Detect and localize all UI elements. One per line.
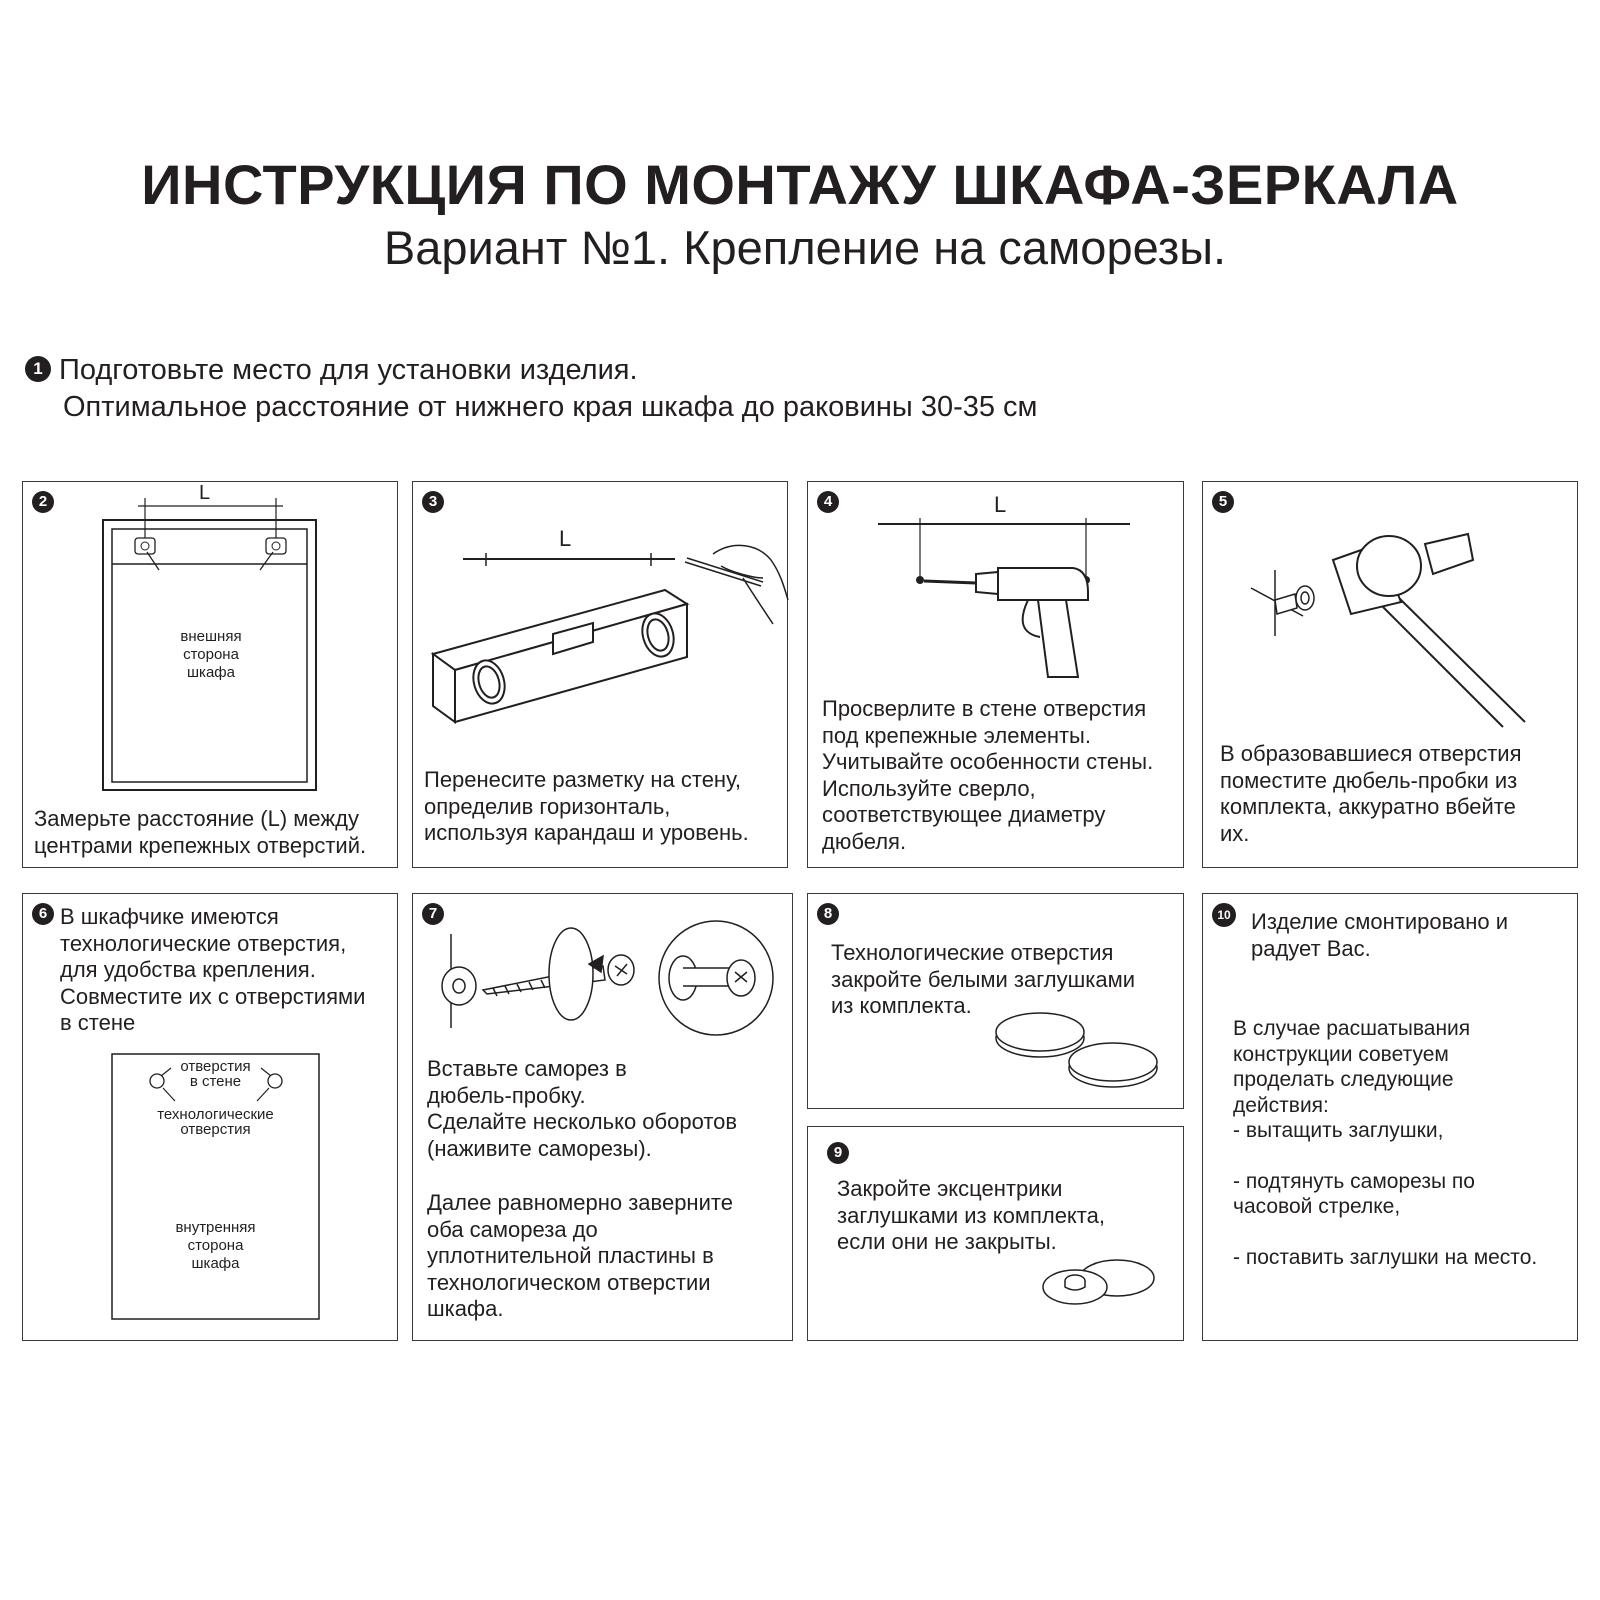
step-6-badge: 6: [32, 903, 54, 925]
text-line: часовой стрелке,: [1233, 1195, 1401, 1218]
text-line: определив горизонталь,: [424, 793, 671, 819]
washer-icon: [442, 934, 476, 1028]
step-10-panel: [1202, 893, 1578, 1341]
step-5-text: [1220, 741, 1522, 847]
text-line: Замерьте расстояние (L) между: [34, 806, 359, 831]
label-line: шкафа: [191, 1255, 240, 1272]
step-2-badge: 2: [32, 491, 54, 513]
step-9-text: [837, 1176, 1105, 1256]
text-line: Совместите их с отверстиями: [60, 983, 366, 1009]
drill-icon: [924, 568, 1088, 677]
text-line: используя карандаш и уровень.: [424, 820, 749, 845]
step-8-badge: 8: [817, 903, 839, 925]
text-line: шкафа.: [427, 1296, 504, 1321]
label-line: сторона: [183, 646, 239, 663]
text-line: дюбель-пробку.: [427, 1082, 586, 1108]
inner-side-label: [153, 1219, 278, 1273]
step-6-text: [60, 904, 365, 1037]
hand-pencil-icon: [685, 545, 788, 624]
step-3-text: [424, 767, 749, 847]
step-1-line2: Оптимальное расстояние от нижнего края шкафа до раковины 30-35 см: [63, 391, 1038, 423]
text-line: под крепежные элементы.: [822, 722, 1091, 748]
spirit-level-icon: [433, 590, 687, 722]
text-line: В случае расшатывания: [1233, 1017, 1471, 1040]
text-line: заглушками из комплекта,: [837, 1202, 1105, 1228]
text-line: В образовавшиеся отверстия: [1220, 741, 1522, 766]
text-line: технологическом отверстии: [427, 1269, 711, 1295]
text-line: центрами крепежных отверстий.: [34, 832, 367, 858]
text-line: - поставить заглушки на место.: [1233, 1245, 1538, 1269]
text-line: [1233, 1144, 1537, 1169]
text-line: Просверлите в стене отверстия: [822, 696, 1147, 721]
page-title: ИНСТРУКЦИЯ ПО МОНТАЖУ ШКАФА-ЗЕРКАЛА: [141, 153, 1459, 216]
step-6-panel: [22, 893, 398, 1341]
text-line: комплекта, аккуратно вбейте: [1220, 794, 1516, 819]
step-7-text: [427, 1056, 737, 1323]
mount-hole-right-icon: [260, 538, 286, 570]
step-2-panel: [22, 481, 398, 868]
screw-icon: [483, 928, 634, 1020]
text-line: Используйте сверло,: [822, 775, 1036, 801]
eccentric-cap-icon: [1043, 1260, 1154, 1304]
text-line: из комплекта.: [831, 993, 972, 1018]
step-7-badge: 7: [422, 903, 444, 925]
step-1-badge: 1: [25, 356, 51, 382]
text-line: технологические отверстия,: [60, 930, 347, 956]
text-line: Технологические отверстия: [831, 940, 1114, 965]
step-1: [25, 352, 1038, 426]
step-4-text: [822, 696, 1153, 855]
label-line: технологические: [157, 1106, 274, 1123]
step-8-text: [831, 940, 1135, 1020]
text-line: для удобства крепления.: [60, 957, 316, 982]
mounted-screw-icon: [659, 921, 773, 1035]
outer-side-label: [151, 628, 271, 682]
text-line: Перенесите разметку на стену,: [424, 767, 741, 792]
text-line: - вытащить заглушки,: [1233, 1119, 1444, 1142]
text-line: проделать следующие: [1233, 1068, 1454, 1091]
dowel-icon: [1251, 570, 1314, 636]
text-line: уплотнительной пластины в: [427, 1243, 714, 1268]
step-3-badge: 3: [422, 491, 444, 513]
mount-hole-left-icon: [135, 538, 159, 570]
text-line: В шкафчике имеются: [60, 904, 279, 929]
text-line: Изделие смонтировано и: [1251, 909, 1509, 934]
text-line: оба самореза до: [427, 1216, 598, 1242]
step-4-badge: 4: [817, 491, 839, 513]
step-2-text: [34, 806, 366, 859]
step-10-text-bottom: [1233, 1016, 1537, 1270]
text-line: Учитывайте особенности стены.: [822, 749, 1154, 774]
label-line: шкафа: [187, 664, 235, 681]
label-line: в стене: [189, 1073, 242, 1090]
text-line: Сделайте несколько оборотов: [427, 1109, 738, 1134]
tech-holes-label: [133, 1107, 298, 1137]
step-10-badge: 10: [1212, 903, 1236, 927]
text-line: радует Вас.: [1251, 935, 1371, 961]
step-10-text-top: [1251, 909, 1508, 962]
step-7-panel: [412, 893, 793, 1341]
dimension-label: L: [559, 526, 572, 551]
step-3-panel: [412, 481, 788, 868]
hammer-icon: [1333, 534, 1525, 727]
text-line: если они не закрыты.: [837, 1229, 1057, 1254]
text-line: [427, 1162, 737, 1190]
dimension-label: L: [199, 482, 211, 504]
text-line: закройте белыми заглушками: [831, 966, 1136, 992]
step-8-panel: [807, 893, 1184, 1109]
step-1-line1: Подготовьте место для установки изделия.: [59, 354, 638, 386]
wall-hole-right-icon: [268, 1074, 282, 1088]
text-line: Далее равномерно заверните: [427, 1190, 733, 1215]
step-9-panel: [807, 1126, 1184, 1341]
step-4-panel: [807, 481, 1184, 868]
text-line: действия:: [1233, 1093, 1329, 1117]
step-9-badge: 9: [827, 1142, 849, 1164]
label-line: отверстия: [180, 1121, 251, 1138]
text-line: - подтянуть саморезы по: [1233, 1169, 1475, 1193]
step-5-badge: 5: [1212, 491, 1234, 513]
page-subtitle: Вариант №1. Крепление на саморезы.: [383, 221, 1227, 274]
text-line: [1233, 1220, 1537, 1245]
label-line: внешняя: [180, 628, 242, 645]
text-line: конструкции советуем: [1233, 1042, 1449, 1066]
text-line: их.: [1220, 820, 1250, 846]
wall-hole-left-icon: [150, 1074, 164, 1088]
dimension-label: L: [994, 492, 1007, 517]
step-5-panel: [1202, 481, 1578, 868]
white-cap-icon: [996, 1013, 1157, 1087]
text-line: (наживите саморезы).: [427, 1135, 652, 1161]
label-line: отверстия: [180, 1058, 251, 1075]
text-line: Вставьте саморез в: [427, 1056, 627, 1081]
text-line: соответствующее диаметру: [822, 802, 1106, 827]
text-line: дюбеля.: [822, 828, 907, 854]
label-line: внутренняя: [175, 1219, 256, 1236]
label-line: сторона: [187, 1237, 244, 1254]
wall-holes-label: [163, 1059, 268, 1089]
text-line: Закройте эксцентрики: [837, 1176, 1063, 1201]
text-line: поместите дюбель-пробки из: [1220, 767, 1518, 793]
text-line: в стене: [60, 1010, 136, 1035]
